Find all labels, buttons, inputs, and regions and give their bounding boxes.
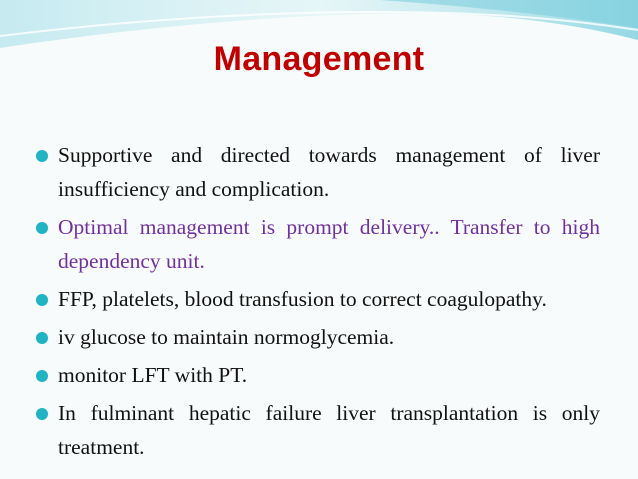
bullet-dot-icon [36, 408, 48, 420]
bullet-text: FFP, platelets, blood transfusion to correct coagulopathy. [58, 287, 547, 311]
bullet-text: iv glucose to maintain normoglycemia. [58, 325, 395, 349]
list-item [34, 210, 600, 278]
bullet-list [34, 138, 600, 468]
list-item [34, 396, 600, 464]
bullet-dot-icon [36, 332, 48, 344]
list-item [34, 138, 600, 206]
list-item [34, 282, 600, 316]
list-item [34, 320, 600, 354]
bullet-text: Supportive and directed towards management of liver insufficiency and complication. [58, 143, 600, 201]
bullet-text: Optimal management is prompt delivery.. Transfer to high dependency unit. [58, 215, 600, 273]
bullet-dot-icon [36, 150, 48, 162]
bullet-dot-icon [36, 370, 48, 382]
bullet-text: monitor LFT with PT. [58, 363, 248, 387]
slide-title: Management [213, 40, 425, 78]
bullet-dot-icon [36, 294, 48, 306]
bullet-text: In fulminant hepatic failure liver transplantation is only treatment. [58, 401, 600, 459]
bullet-dot-icon [36, 222, 48, 234]
list-item [34, 358, 600, 392]
